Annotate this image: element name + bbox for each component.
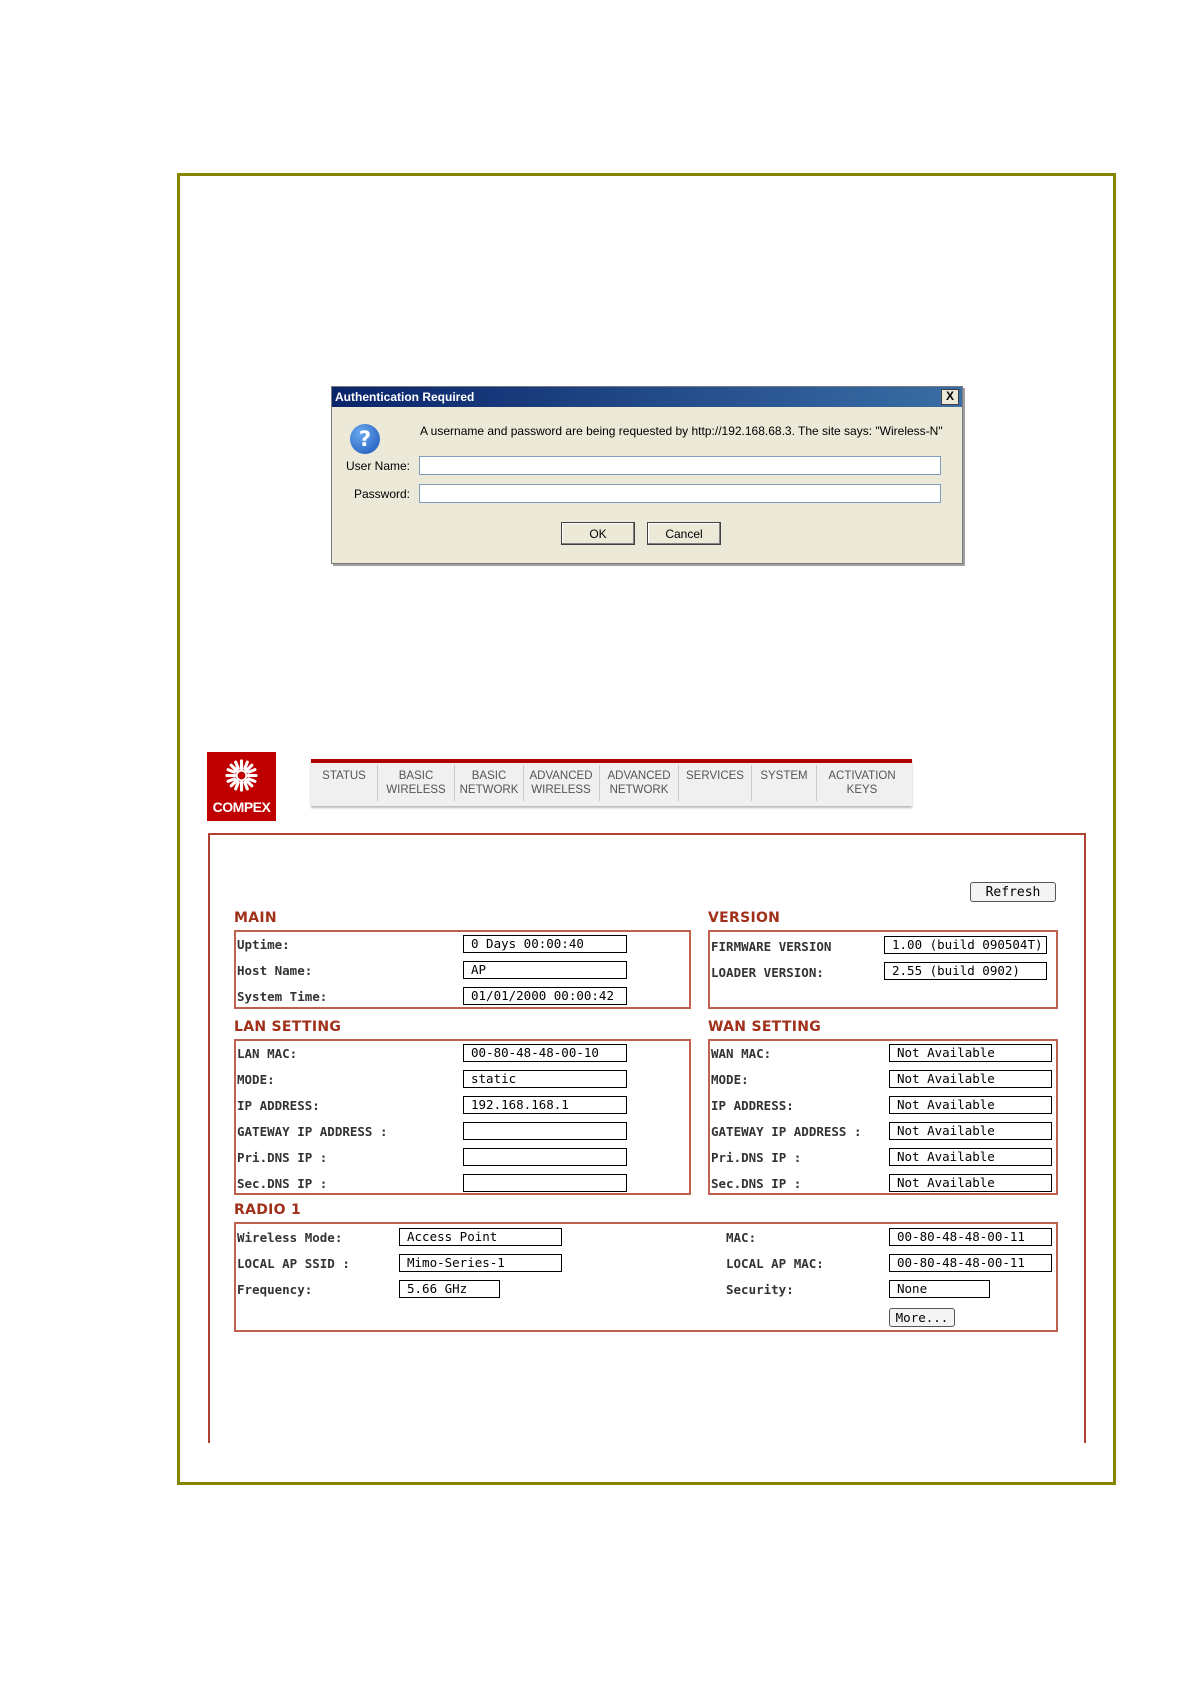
cancel-button[interactable]: Cancel (647, 522, 721, 545)
refresh-button[interactable]: Refresh (970, 882, 1056, 902)
top-nav (311, 759, 912, 806)
compex-logo[interactable] (207, 752, 276, 821)
lan-dns2-value (463, 1174, 627, 1192)
nav-divider (599, 765, 600, 801)
nav-services[interactable]: SERVICES (686, 770, 744, 782)
uptime-value: 0 Days 00:00:40 (463, 935, 627, 953)
loader-version-value: 2.55 (build 0902) (884, 962, 1047, 980)
nav-advanced-network[interactable]: ADVANCED NETWORK (607, 770, 671, 796)
wan-dns1-label: Pri.DNS IP : (711, 1150, 802, 1165)
lan-mac-value: 00-80-48-48-00-10 (463, 1044, 627, 1062)
main-section-title: MAIN (234, 910, 277, 926)
wan-gateway-label: GATEWAY IP ADDRESS : (711, 1124, 862, 1139)
logo-mark-icon (224, 758, 259, 793)
nav-status[interactable]: STATUS (322, 770, 366, 782)
nav-divider (678, 765, 679, 801)
lan-dns1-label: Pri.DNS IP : (237, 1150, 328, 1165)
wireless-mode-value: Access Point (399, 1228, 562, 1246)
local-ap-mac-label: LOCAL AP MAC: (726, 1256, 824, 1271)
wan-mode-value: Not Available (889, 1070, 1052, 1088)
nav-system[interactable]: SYSTEM (760, 770, 808, 782)
lan-mac-label: LAN MAC: (237, 1046, 298, 1061)
wan-section-title: WAN SETTING (708, 1019, 822, 1035)
wan-mode-label: MODE: (711, 1072, 749, 1087)
logo-text: COMPEX (212, 799, 271, 815)
lan-gateway-label: GATEWAY IP ADDRESS : (237, 1124, 388, 1139)
wan-dns2-value: Not Available (889, 1174, 1052, 1192)
firmware-version-label: FIRMWARE VERSION (711, 939, 832, 954)
wireless-mode-label: Wireless Mode: (237, 1230, 343, 1245)
auth-dialog (331, 386, 963, 564)
wan-dns2-label: Sec.DNS IP : (711, 1176, 802, 1191)
nav-basic-wireless[interactable]: BASIC WIRELESS (386, 770, 446, 796)
question-icon: ? (350, 424, 380, 454)
lan-ip-value: 192.168.168.1 (463, 1096, 627, 1114)
nav-basic-network[interactable]: BASIC NETWORK (459, 770, 519, 796)
password-input[interactable] (419, 484, 941, 503)
lan-ip-label: IP ADDRESS: (237, 1098, 320, 1113)
firmware-version-value: 1.00 (build 090504T) (884, 936, 1047, 954)
system-time-label: System Time: (237, 989, 328, 1004)
username-input[interactable] (419, 456, 941, 475)
frequency-value: 5.66 GHz (399, 1280, 500, 1298)
nav-activation-keys[interactable]: ACTIVATION KEYS (828, 770, 896, 796)
security-value: None (889, 1280, 990, 1298)
wan-dns1-value: Not Available (889, 1148, 1052, 1166)
nav-divider (454, 765, 455, 801)
local-ap-ssid-label: LOCAL AP SSID : (237, 1256, 350, 1271)
auth-message: A username and password are being requested by http://192.168.68.3. The site says: "Wireless-N" (420, 424, 943, 438)
security-label: Security: (726, 1282, 794, 1297)
radio-mac-value: 00-80-48-48-00-11 (889, 1228, 1052, 1246)
more-button[interactable]: More... (889, 1308, 955, 1327)
password-label: Password: (353, 487, 410, 501)
host-name-value: AP (463, 961, 627, 979)
lan-mode-value: static (463, 1070, 627, 1088)
wan-gateway-value: Not Available (889, 1122, 1052, 1140)
system-time-value: 01/01/2000 00:00:42 (463, 987, 627, 1005)
wan-mac-label: WAN MAC: (711, 1046, 772, 1061)
local-ap-ssid-value: Mimo-Series-1 (399, 1254, 562, 1272)
lan-gateway-value (463, 1122, 627, 1140)
loader-version-label: LOADER VERSION: (711, 965, 824, 980)
nav-divider (377, 765, 378, 801)
uptime-label: Uptime: (237, 937, 290, 952)
ok-button[interactable]: OK (561, 522, 635, 545)
nav-divider (816, 765, 817, 801)
nav-divider (751, 765, 752, 801)
wan-ip-value: Not Available (889, 1096, 1052, 1114)
wan-ip-label: IP ADDRESS: (711, 1098, 794, 1113)
nav-advanced-wireless[interactable]: ADVANCED WIRELESS (529, 770, 593, 796)
frequency-label: Frequency: (237, 1282, 313, 1297)
wan-section-box (708, 1039, 1058, 1195)
dialog-title: Authentication Required (335, 390, 475, 404)
lan-dns1-value (463, 1148, 627, 1166)
close-icon[interactable]: X (941, 389, 959, 405)
lan-section-title: LAN SETTING (234, 1019, 342, 1035)
nav-divider (523, 765, 524, 801)
radio1-section-title: RADIO 1 (234, 1202, 302, 1218)
lan-dns2-label: Sec.DNS IP : (237, 1176, 328, 1191)
wan-mac-value: Not Available (889, 1044, 1052, 1062)
host-name-label: Host Name: (237, 963, 313, 978)
radio-mac-label: MAC: (726, 1230, 757, 1245)
local-ap-mac-value: 00-80-48-48-00-11 (889, 1254, 1052, 1272)
lan-section-box (234, 1039, 691, 1195)
lan-mode-label: MODE: (237, 1072, 275, 1087)
dialog-title-bar (332, 387, 962, 407)
version-section-title: VERSION (708, 910, 781, 926)
username-label: User Name: (345, 459, 410, 473)
